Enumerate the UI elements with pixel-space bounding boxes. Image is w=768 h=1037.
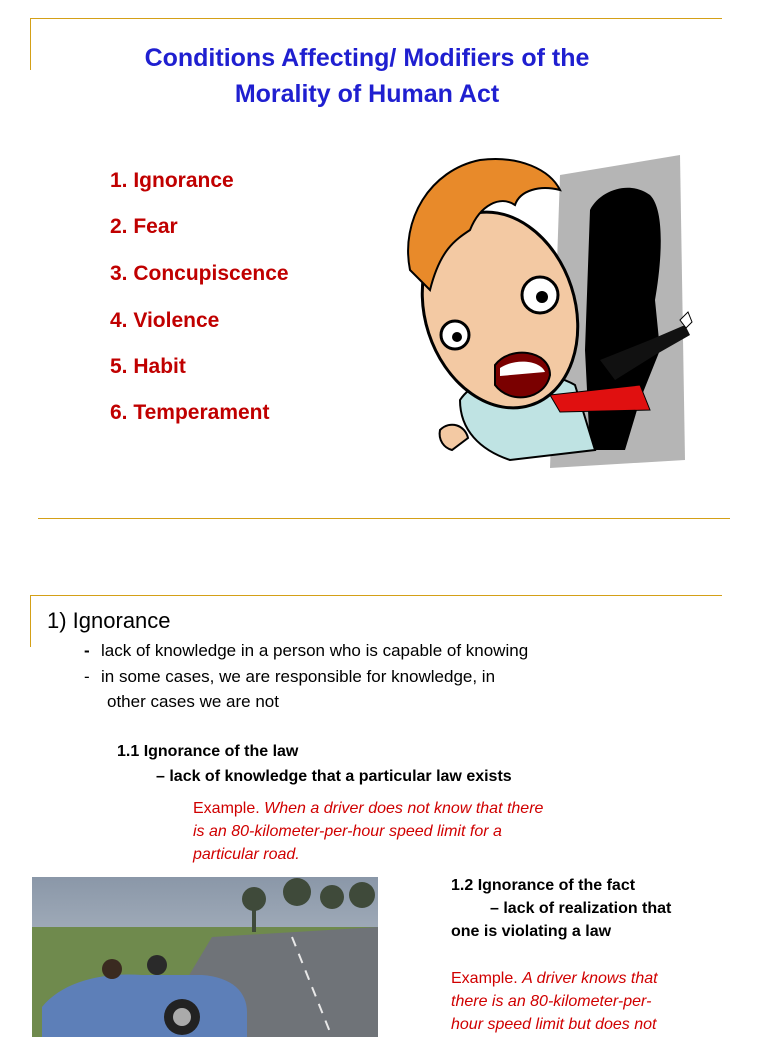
- example-1-line-2: is an 80-kilometer-per-hour speed limit for a: [193, 823, 502, 840]
- slide-left-rule: [30, 595, 31, 647]
- example-label: Example.: [193, 800, 260, 817]
- slide-left-rule: [30, 18, 31, 70]
- subheading-fact-desc-2: one is violating a law: [451, 923, 612, 940]
- bullet-responsibility-line-2: other cases we are not: [107, 692, 279, 711]
- subheading-fact: 1.2 Ignorance of the fact: [451, 877, 636, 894]
- title-line-1: Conditions Affecting/ Modifiers of the: [144, 44, 590, 72]
- slide-title: [60, 40, 674, 112]
- bullet-responsibility-line-1: in some cases, we are responsible for knowledge, in: [101, 667, 496, 686]
- subheading-fact-desc-1: – lack of realization that: [490, 900, 672, 917]
- slide-top-rule: [30, 595, 722, 596]
- example-1: [193, 797, 543, 866]
- example-1-line-3: particular road.: [193, 846, 300, 863]
- example-2-line-3: hour speed limit but does not: [451, 1016, 657, 1033]
- example-label: Example.: [451, 970, 518, 987]
- convertible-car-photo: [32, 877, 378, 1037]
- section-heading: 1) Ignorance: [47, 608, 171, 633]
- bullet-dash-1: -: [84, 641, 90, 660]
- list-item-temperament: 6. Temperament: [110, 401, 270, 424]
- scared-man-clipart: [400, 150, 700, 470]
- example-2-line-2: there is an 80-kilometer-per-: [451, 993, 652, 1010]
- title-line-2: Morality of Human Act: [234, 80, 500, 108]
- bullet-dash-2: -: [84, 667, 90, 686]
- slide-2: [0, 580, 768, 1033]
- list-item-concupiscence: 3. Concupiscence: [110, 262, 289, 285]
- list-item-ignorance: 1. Ignorance: [110, 169, 234, 192]
- example-2-line-1: A driver knows that: [522, 970, 658, 987]
- list-item-violence: 4. Violence: [110, 309, 220, 332]
- subheading-law-desc: – lack of knowledge that a particular law exists: [156, 768, 512, 785]
- list-item-fear: 2. Fear: [110, 215, 178, 238]
- bullet-definition: lack of knowledge in a person who is capable of knowing: [101, 641, 529, 660]
- slide-bottom-rule: [38, 518, 730, 519]
- slide-top-rule: [30, 18, 722, 19]
- subheading-law: 1.1 Ignorance of the law: [117, 743, 299, 760]
- example-2: [451, 967, 658, 1036]
- example-1-line-1: When a driver does not know that there: [264, 800, 544, 817]
- list-item-habit: 5. Habit: [110, 355, 186, 378]
